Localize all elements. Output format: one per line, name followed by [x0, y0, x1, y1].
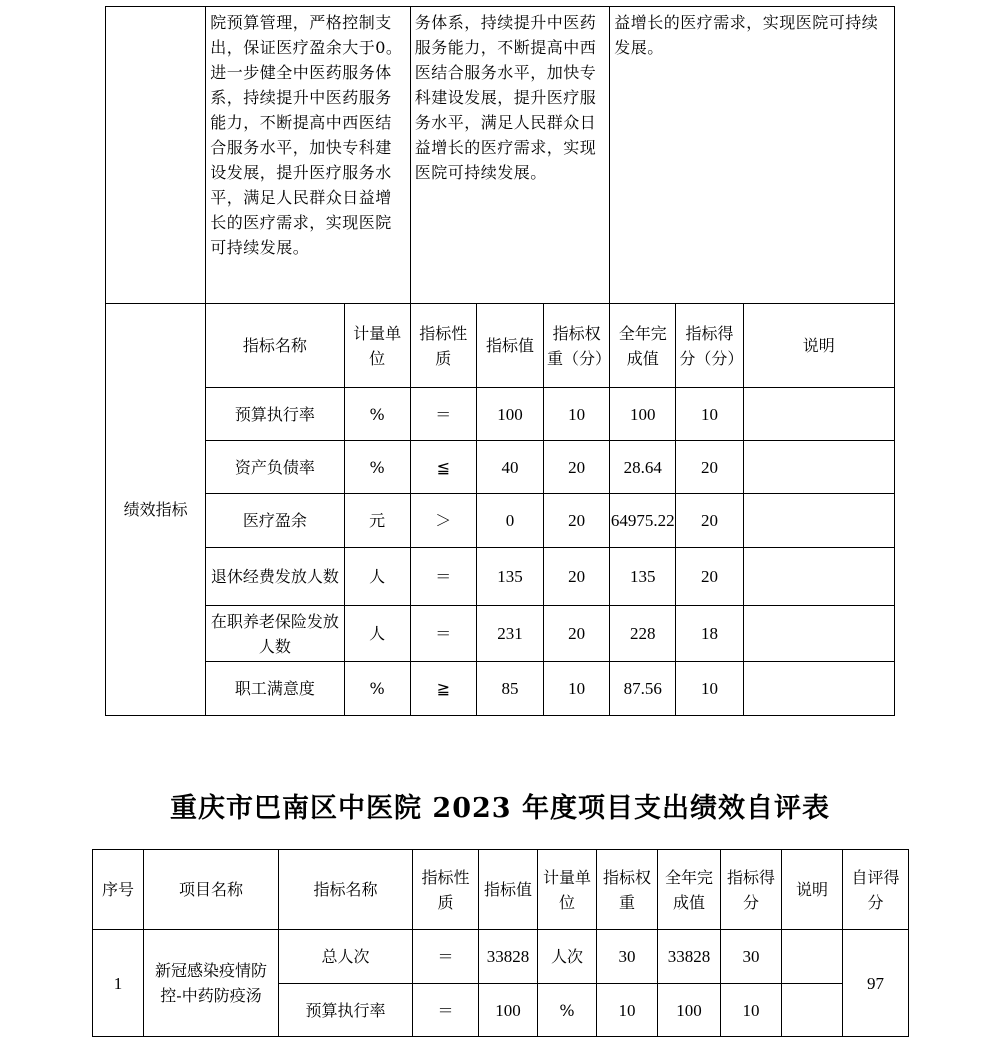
header-cell: 指标值 [479, 850, 538, 930]
header-cell: 指标名称 [279, 850, 413, 930]
indicator-note [743, 441, 894, 494]
indicator-actual: 87.56 [610, 662, 676, 716]
indicator-nature: ＝ [410, 388, 476, 441]
indicator-value: 0 [476, 494, 543, 548]
indicator-nature: ＝ [413, 930, 479, 984]
indicator-note [743, 662, 894, 716]
indicator-score: 10 [676, 388, 743, 441]
indicator-note [782, 930, 843, 984]
indicator-name: 预算执行率 [279, 984, 413, 1037]
indicator-score: 10 [676, 662, 743, 716]
indicator-note [743, 548, 894, 606]
header-cell: 指标值 [476, 304, 543, 388]
indicator-unit: 人 [344, 548, 410, 606]
header-cell: 项目名称 [144, 850, 279, 930]
section-label: 绩效指标 [106, 304, 206, 716]
goal-text-1: 院预算管理，严格控制支出，保证医疗盈余大于0。进一步健全中医药服务体系，持续提升中医药服务能力，不断提高中西医结合服务水平，加快专科建设发展，提升医疗服务水平，满足人民群众日益增长的医疗需求，实现医院可持续发展。 [206, 7, 410, 304]
header-cell: 全年完成值 [610, 304, 676, 388]
table-row [106, 441, 895, 494]
indicator-weight: 10 [544, 388, 610, 441]
header-cell: 指标得分 [721, 850, 782, 930]
indicator-weight: 20 [544, 606, 610, 662]
indicator-nature: ＞ [410, 494, 476, 548]
indicator-name: 总人次 [279, 930, 413, 984]
indicator-value: 231 [476, 606, 543, 662]
indicator-name: 职工满意度 [206, 662, 344, 716]
indicator-nature: ＝ [410, 606, 476, 662]
indicator-weight: 20 [544, 548, 610, 606]
indicator-nature: ＝ [413, 984, 479, 1037]
indicator-unit: 人 [344, 606, 410, 662]
header-cell: 指标性质 [413, 850, 479, 930]
table-row [93, 930, 909, 984]
indicator-weight: 20 [544, 441, 610, 494]
indicator-score: 18 [676, 606, 743, 662]
indicator-note [743, 494, 894, 548]
empty-cell [106, 7, 206, 304]
page-title: 重庆市巴南区中医院 2023 年度项目支出绩效自评表 [170, 793, 830, 824]
table-row [106, 548, 895, 606]
indicator-actual: 33828 [658, 930, 721, 984]
indicator-actual: 100 [610, 388, 676, 441]
indicator-score: 20 [676, 441, 743, 494]
indicator-name: 退休经费发放人数 [206, 548, 344, 606]
header-cell: 指标权重（分） [544, 304, 610, 388]
indicator-actual: 228 [610, 606, 676, 662]
indicator-unit: % [344, 662, 410, 716]
indicator-name: 在职养老保险发放人数 [206, 606, 344, 662]
indicator-weight: 30 [597, 930, 658, 984]
project-self-evaluation-table [92, 849, 909, 1037]
header-cell: 序号 [93, 850, 144, 930]
indicator-value: 100 [479, 984, 538, 1037]
indicator-note [743, 606, 894, 662]
indicator-unit: % [344, 388, 410, 441]
indicator-name: 资产负债率 [206, 441, 344, 494]
indicator-weight: 20 [544, 494, 610, 548]
indicator-value: 33828 [479, 930, 538, 984]
indicator-note [782, 984, 843, 1037]
indicator-actual: 100 [658, 984, 721, 1037]
table-row [106, 662, 895, 716]
header-cell: 自评得分 [843, 850, 909, 930]
header-cell: 说明 [743, 304, 894, 388]
header-cell: 指标性质 [410, 304, 476, 388]
indicator-value: 40 [476, 441, 543, 494]
indicator-value: 100 [476, 388, 543, 441]
header-cell: 说明 [782, 850, 843, 930]
indicator-weight: 10 [597, 984, 658, 1037]
indicator-unit: 人次 [538, 930, 597, 984]
project-name: 新冠感染疫情防控-中药防疫汤 [144, 930, 279, 1037]
goal-text-2: 务体系，持续提升中医药服务能力，不断提高中西医结合服务水平，加快专科建设发展，提升医疗服务水平，满足人民群众日益增长的医疗需求，实现医院可持续发展。 [410, 7, 610, 304]
indicator-score: 20 [676, 494, 743, 548]
indicator-actual: 28.64 [610, 441, 676, 494]
header-cell: 指标名称 [206, 304, 344, 388]
table-row [106, 388, 895, 441]
table-row [106, 606, 895, 662]
self-score: 97 [843, 930, 909, 1037]
indicator-unit: 元 [344, 494, 410, 548]
header-cell: 全年完成值 [658, 850, 721, 930]
table-row [106, 494, 895, 548]
indicator-unit: % [538, 984, 597, 1037]
indicator-nature: ＝ [410, 548, 476, 606]
indicator-nature: ≧ [410, 662, 476, 716]
header-cell: 指标权重 [597, 850, 658, 930]
goal-text-3: 益增长的医疗需求，实现医院可持续发展。 [610, 7, 895, 304]
performance-indicators-table [105, 6, 895, 716]
indicator-name: 预算执行率 [206, 388, 344, 441]
header-cell: 计量单位 [538, 850, 597, 930]
indicator-score: 30 [721, 930, 782, 984]
indicator-actual: 135 [610, 548, 676, 606]
header-cell: 指标得分（分） [676, 304, 743, 388]
indicator-score: 20 [676, 548, 743, 606]
indicator-unit: % [344, 441, 410, 494]
indicator-value: 135 [476, 548, 543, 606]
indicator-weight: 10 [544, 662, 610, 716]
indicator-nature: ≦ [410, 441, 476, 494]
project-index: 1 [93, 930, 144, 1037]
indicator-note [743, 388, 894, 441]
header-cell: 计量单位 [344, 304, 410, 388]
indicator-value: 85 [476, 662, 543, 716]
indicator-actual: 64975.22 [610, 494, 676, 548]
indicator-name: 医疗盈余 [206, 494, 344, 548]
indicator-score: 10 [721, 984, 782, 1037]
